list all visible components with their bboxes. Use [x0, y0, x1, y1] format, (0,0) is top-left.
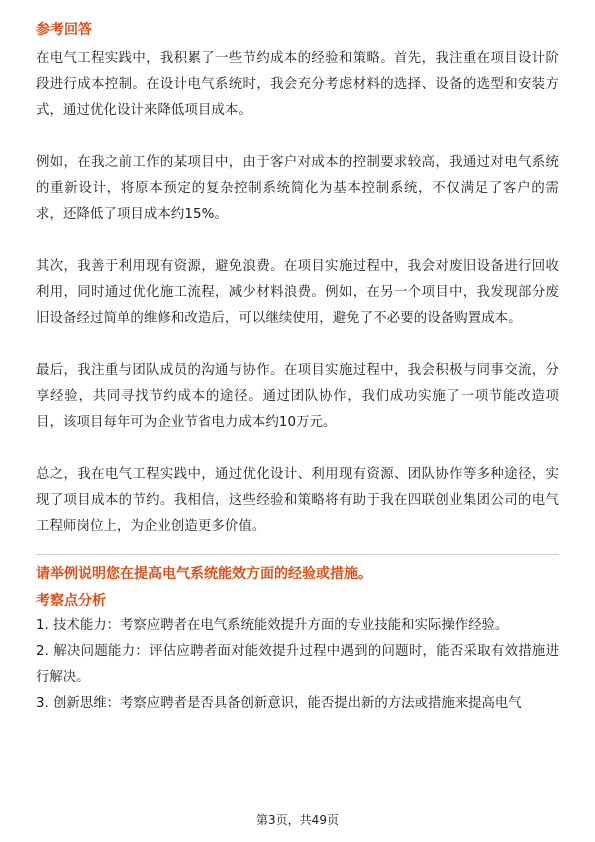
question-title: 请举例说明您在提高电气系统能效方面的经验或措施。: [36, 566, 372, 582]
answer-paragraph-1: 在电气工程实践中，我积累了一些节约成本的经验和策略。首先，我注重在项目设计阶段进行成本控制。在设计电气系统时，我会充分考虑材料的选择、设备的选型和安装方式，通过优化设计来降低项目成本。: [36, 51, 559, 118]
section-divider: [36, 554, 559, 555]
analysis-point-3: 3. 创新思维：考察应聘者是否具备创新意识，能否提出新的方法或措施来提高电气: [36, 696, 522, 711]
page-number: 第3页，共49页: [256, 813, 339, 827]
answer-paragraph-4: 最后，我注重与团队成员的沟通与协作。在项目实施过程中，我会积极与同事交流，分享经验，共同寻找节约成本的途径。通过团队协作，我们成功实施了一项节能改造项目，该项目每年可为企业节省电力成本约10万元。: [36, 363, 559, 430]
analysis-point-1: 1. 技术能力：考察应聘者在电气系统能效提升方面的专业技能和实际操作经验。: [36, 618, 509, 633]
analysis-heading: 考察点分析: [36, 593, 106, 609]
answer-paragraph-3: 其次，我善于利用现有资源，避免浪费。在项目实施过程中，我会对废旧设备进行回收利用，同时通过优化施工流程，减少材料浪费。例如，在另一个项目中，我发现部分废旧设备经过简单的维修和改造后，可以继续使用，避免了不必要的设备购置成本。: [36, 259, 559, 326]
analysis-point-2: 2. 解决问题能力：评估应聘者面对能效提升过程中遇到的问题时，能否采取有效措施进行解决。: [36, 644, 559, 685]
answer-paragraph-5: 总之，我在电气工程实践中，通过优化设计、利用现有资源、团队协作等多种途径，实现了项目成本的节约。我相信，这些经验和策略将有助于我在四联创业集团公司的电气工程师岗位上，为企业创造更多价值。: [36, 467, 559, 534]
answer-heading: 参考回答: [36, 22, 92, 38]
answer-paragraph-2: 例如，在我之前工作的某项目中，由于客户对成本的控制要求较高，我通过对电气系统的重新设计，将原本预定的复杂控制系统简化为基本控制系统，不仅满足了客户的需求，还降低了项目成本约15%。: [36, 155, 559, 222]
document-page: [36, 20, 559, 717]
